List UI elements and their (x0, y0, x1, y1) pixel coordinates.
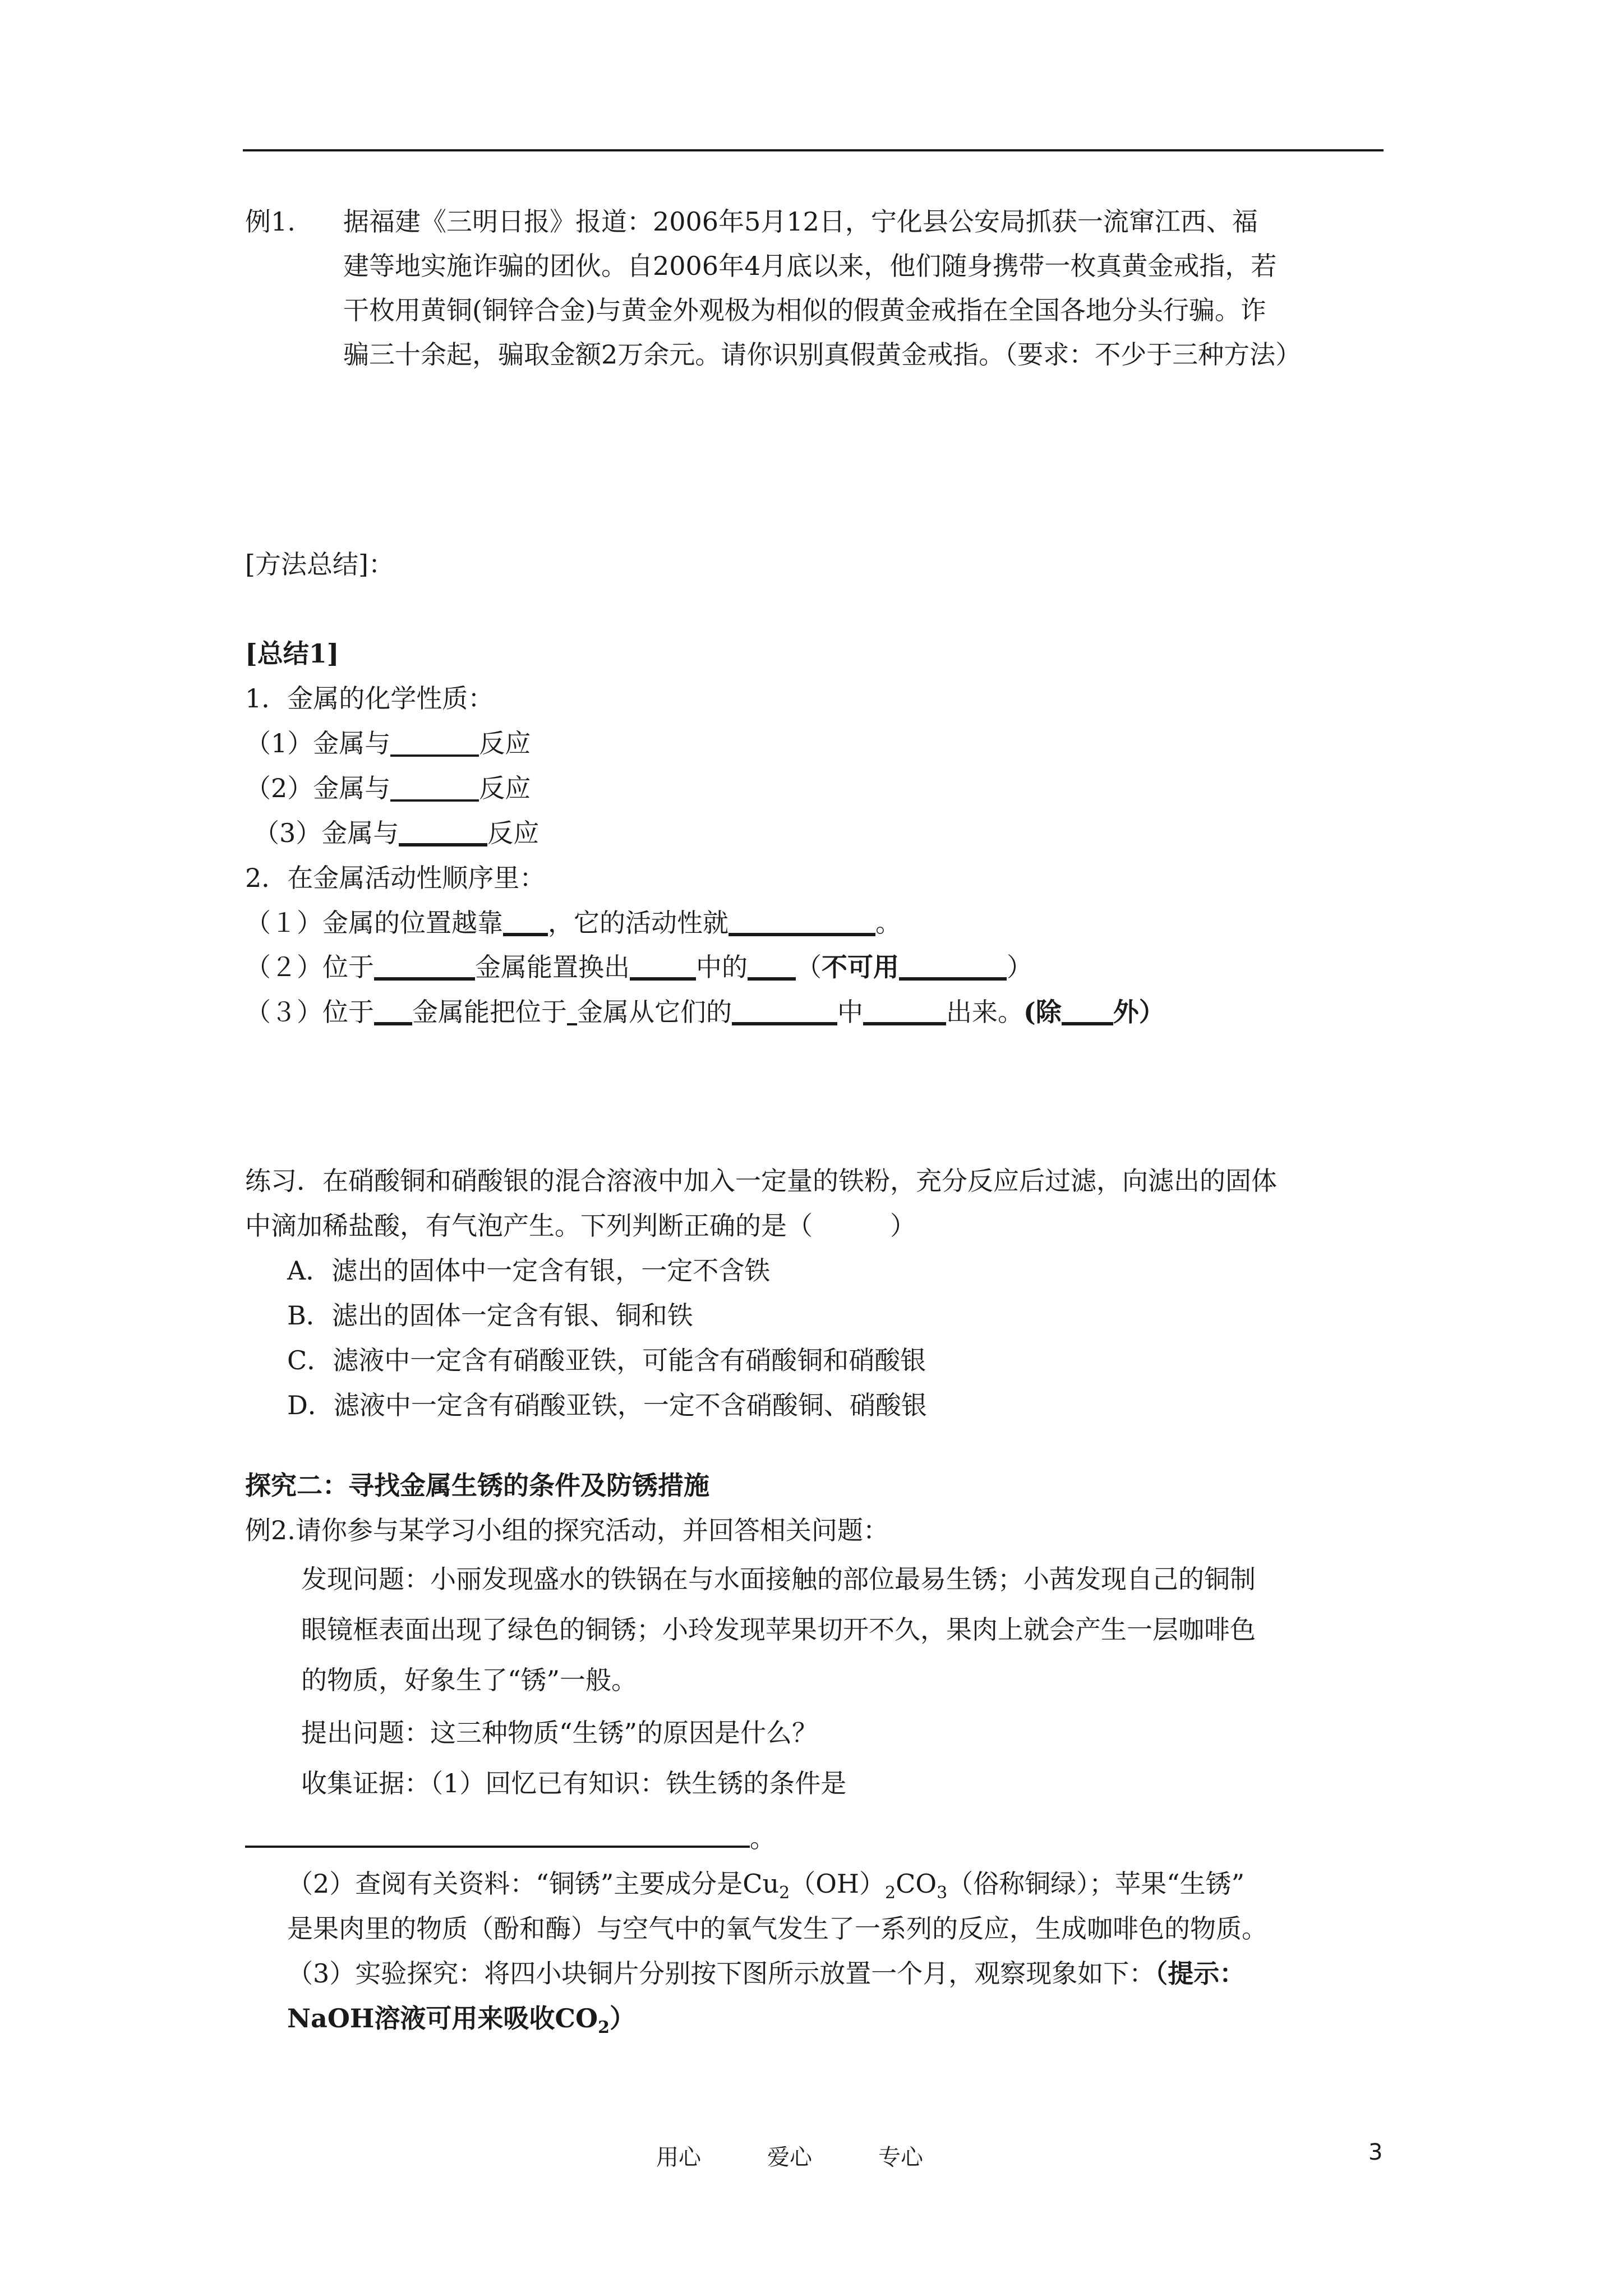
page-number: 3 (1368, 2139, 1383, 2165)
summary1-title: [总结1] (245, 638, 339, 669)
sub-text: 金属从它们的 (577, 997, 732, 1027)
blank (1062, 1000, 1113, 1025)
example1-line: 干枚用黄铜(铜锌合金)与黄金外观极为相似的假黄金戒指在全国各地分头行骗。诈 (343, 295, 1266, 325)
sub-text: CO (896, 1869, 937, 1899)
sub-text: （3）实验探究：将四小块铜片分别按下图所示放置一个月，观察现象如下： (287, 1958, 1155, 1989)
sub-text: ，它的活动性就 (548, 908, 728, 938)
summary1-item1: 1．金属的化学性质： (245, 683, 494, 714)
sub-text: 不可用 (822, 952, 899, 982)
sub-text: 外） (1113, 997, 1165, 1027)
sub-text: （1）金属与 (245, 728, 391, 758)
explore2-discover: 的物质，好象生了“锈”一般。 (301, 1665, 638, 1695)
sub-text: （１）金属的位置越靠 (245, 908, 503, 938)
blank (374, 955, 475, 981)
sub-text: （OH） (790, 1869, 886, 1899)
sub-text: 出来。 (946, 997, 1023, 1027)
sub-text: 反应 (487, 818, 540, 848)
blank (732, 1000, 837, 1025)
summary1-sub1 (245, 730, 531, 757)
sub-text: （２）位于 (245, 952, 374, 982)
answer-line (245, 1846, 750, 1848)
blank (630, 955, 696, 981)
explore2-evidence: 收集证据：（1）回忆已有知识：铁生锈的条件是 (301, 1768, 847, 1798)
sub-text: 反应 (479, 728, 531, 758)
sub-text: 中 (837, 997, 863, 1027)
blank (399, 821, 487, 846)
subscript: 2 (885, 1883, 896, 1903)
explore2-title: 探究二：寻找金属生锈的条件及防锈措施 (245, 1470, 709, 1501)
practice-option-b: B．滤出的固体一定含有银、铜和铁 (287, 1300, 693, 1331)
explore2-intro: 例2.请你参与某学习小组的探究活动，并回答相关问题： (245, 1515, 889, 1545)
blank (503, 910, 548, 936)
explore2-discover: 发现问题：小丽发现盛水的铁锅在与水面接触的部位最易生锈；小茜发现自己的铜制 (301, 1564, 1256, 1594)
sub-text: 金属能置换出 (475, 952, 630, 982)
footer-motto-2: 爱心 (767, 2145, 812, 2170)
header-rule (243, 149, 1384, 151)
practice-line: 中滴加稀盐酸，有气泡产生。下列判断正确的是（ ） (245, 1211, 916, 1241)
sub-text: 。 (875, 908, 901, 938)
blank (863, 1000, 946, 1025)
explore2-evidence-end: 。 (750, 1823, 776, 1853)
sub-text: 反应 (479, 773, 531, 803)
practice-option-d: D．滤液中一定含有硝酸亚铁，一定不含硝酸铜、硝酸银 (287, 1390, 927, 1420)
example1-line: 建等地实施诈骗的团伙。自2006年4月底以来，他们随身携带一枚真黄金戒指，若 (343, 251, 1277, 281)
sub-text: 中的 (696, 952, 748, 982)
blank (390, 732, 479, 757)
sub-text: ） (609, 2003, 635, 2033)
explore2-step2-line2: 是果肉里的物质（酚和酶）与空气中的氧气发生了一系列的反应，生成咖啡色的物质。 (287, 1913, 1267, 1944)
summary1-line2 (245, 954, 1032, 981)
explore2-discover: 眼镜框表面出现了绿色的铜锈；小玲发现苹果切开不久，果肉上就会产生一层咖啡色 (301, 1614, 1256, 1645)
subscript: 2 (779, 1883, 790, 1903)
footer-motto-1: 用心 (656, 2145, 701, 2170)
subscript: 3 (937, 1883, 948, 1903)
summary1-item2: 2．在金属活动性顺序里： (245, 863, 546, 893)
sub-text: （2）查阅有关资料：“铜锈”主要成分是Cu (287, 1869, 780, 1899)
blank (567, 1001, 577, 1025)
sub-text: （俗称铜绿）；苹果“生锈” (947, 1869, 1245, 1899)
blank (899, 955, 1007, 981)
blank (390, 777, 479, 802)
explore2-question: 提出问题：这三种物质“生锈”的原因是什么？ (301, 1718, 818, 1748)
blank (728, 910, 875, 936)
practice-line: 练习．在硝酸铜和硝酸银的混合溶液中加入一定量的铁粉，充分反应后过滤，向滤出的固体 (245, 1166, 1277, 1196)
sub-text: (除 (1023, 997, 1062, 1027)
sub-text: 金属能把位于 (412, 997, 567, 1027)
blank (748, 955, 796, 981)
example1-line: 据福建《三明日报》报道：2006年5月12日，宁化县公安局抓获一流窜江西、福 (343, 206, 1258, 237)
explore2-step2 (287, 1869, 1245, 1903)
example1-line: 骗三十余起，骗取金额2万余元。请你识别真假黄金戒指。（要求：不少于三种方法） (343, 339, 1302, 370)
explore2-step3-line2 (287, 2003, 635, 2037)
summary1-sub2 (245, 775, 531, 802)
footer-motto-3: 专心 (878, 2145, 923, 2170)
summary1-line1 (245, 910, 901, 936)
method-summary-label: [方法总结]： (245, 549, 394, 579)
subscript: 2 (598, 2018, 610, 2037)
sub-text: （2）金属与 (245, 773, 391, 803)
sub-text: （ (796, 952, 822, 982)
practice-option-c: C．滤液中一定含有硝酸亚铁，可能含有硝酸铜和硝酸银 (287, 1345, 926, 1375)
sub-text: （３）位于 (245, 997, 374, 1027)
summary1-line3 (245, 999, 1165, 1025)
blank (374, 1000, 412, 1025)
summary1-sub3 (253, 820, 539, 846)
sub-text: （3）金属与 (253, 818, 399, 848)
sub-text: （提示： (1155, 1958, 1246, 1989)
sub-text: NaOH溶液可用来吸收CO (287, 2003, 598, 2033)
practice-option-a: A．滤出的固体中一定含有银，一定不含铁 (287, 1255, 771, 1286)
explore2-step3 (287, 1958, 1246, 1989)
example1-label: 例1. (245, 206, 296, 237)
sub-text: ） (1007, 952, 1032, 982)
